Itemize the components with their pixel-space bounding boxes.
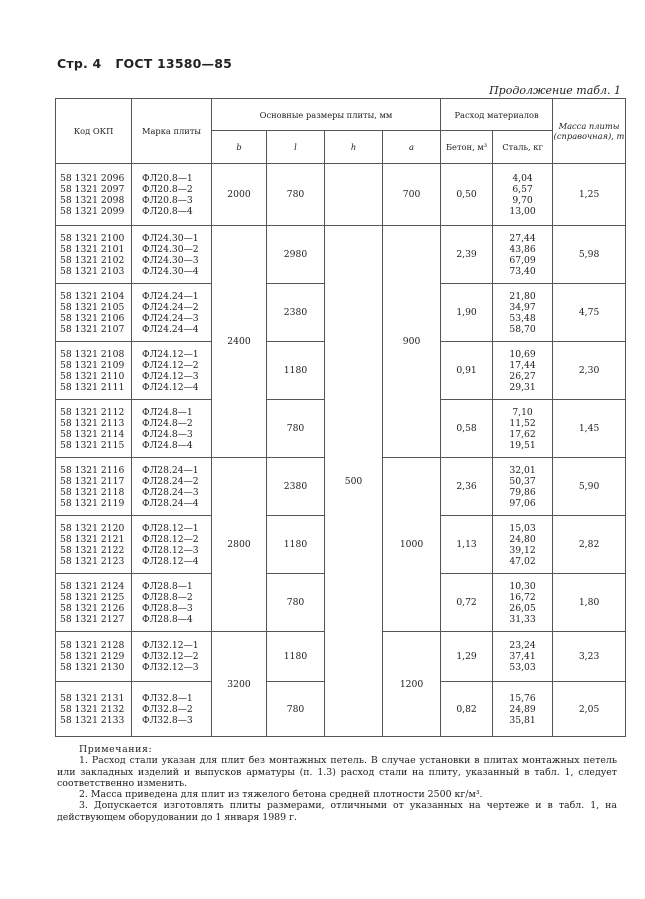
okp-code-cell-line: 58 1321 2123	[60, 555, 125, 567]
a-cell	[383, 226, 441, 458]
steel-cell-line: 15,03	[509, 522, 536, 534]
plate-mark-cell-line: ФЛ24.30—4	[142, 265, 199, 277]
b-cell	[212, 632, 267, 737]
l-cell	[267, 516, 325, 574]
okp-code-cell-line: 58 1321 2098	[60, 194, 125, 206]
note-2: 2. Масса приведена для плит из тяжелого бетона средней плотности 2500 кг/м³.	[79, 789, 483, 801]
okp-code-cell	[56, 400, 132, 458]
okp-code-cell-line: 58 1321 2113	[60, 417, 125, 429]
b-cell-line: 2800	[227, 539, 251, 550]
col-a-header: a	[383, 131, 441, 164]
l-cell	[267, 400, 325, 458]
okp-code-cell-line: 58 1321 2100	[60, 232, 125, 244]
okp-code-cell-line: 58 1321 2108	[60, 348, 125, 360]
okp-code-cell-line: 58 1321 2114	[60, 428, 125, 440]
concrete-cell	[441, 342, 493, 400]
okp-code-cell-line: 58 1321 2103	[60, 265, 125, 277]
col-concrete-header: Бетон, м³	[441, 131, 493, 164]
plate-mark-cell-line: ФЛ28.24—3	[142, 486, 199, 498]
steel-cell-line: 97,06	[509, 497, 536, 509]
b-cell	[212, 458, 267, 632]
concrete-cell-line: 0,82	[456, 703, 477, 715]
note-1: 1. Расход стали указан для плит без монтажных петель. В случае установки в плитах монтажных петель или закладных изделий и выпусков арматуры (п. 1.3) расход стали на плиту, указанный в табл. 1, следует соответственно изменить.	[57, 755, 617, 789]
steel-cell-line: 11,52	[509, 417, 536, 429]
okp-code-cell-line: 58 1321 2132	[60, 703, 125, 715]
l-cell	[267, 682, 325, 737]
plate-mark-cell-line: ФЛ28.8—2	[142, 591, 193, 603]
mass-cell	[553, 226, 626, 284]
table-row	[56, 226, 626, 284]
plates-table	[55, 98, 626, 737]
okp-code-cell-line: 58 1321 2107	[60, 323, 125, 335]
steel-cell-line: 24,89	[509, 703, 536, 715]
mass-cell-line: 4,75	[578, 307, 600, 318]
plate-mark-cell-line: ФЛ32.8—2	[142, 703, 193, 715]
steel-cell-line: 26,27	[509, 370, 536, 382]
okp-code-cell-line: 58 1321 2121	[60, 533, 125, 545]
steel-cell-line: 39,12	[509, 544, 536, 556]
plate-mark-cell-line: ФЛ28.24—4	[142, 497, 199, 509]
steel-cell	[493, 458, 553, 516]
okp-code-cell	[56, 164, 132, 226]
steel-cell	[493, 574, 553, 632]
b-cell-line: 3200	[227, 678, 251, 690]
concrete-cell-line: 2,36	[456, 481, 477, 492]
steel-cell-line: 79,86	[509, 486, 536, 498]
l-cell-line: 2980	[283, 249, 308, 260]
plate-mark-cell-line: ФЛ24.24—4	[142, 323, 199, 335]
mass-cell	[553, 574, 626, 632]
mass-cell	[553, 400, 626, 458]
l-cell	[267, 226, 325, 284]
plate-mark-cell-line: ФЛ32.12—3	[142, 662, 199, 673]
plate-mark-cell-line: ФЛ28.12—4	[142, 555, 199, 567]
note-3: 3. Допускается изготовлять плиты размерами, отличными от указанных на чертеже и в табл. 1, на действующем оборудовании до 1 января 1989 г.	[57, 800, 617, 823]
plate-mark-cell-line: ФЛ24.8—1	[142, 406, 193, 418]
steel-cell-line: 9,70	[512, 194, 533, 206]
okp-code-cell-line: 58 1321 2127	[60, 613, 125, 625]
concrete-cell	[441, 682, 493, 737]
steel-cell-line: 21,80	[509, 290, 536, 302]
concrete-cell	[441, 226, 493, 284]
okp-code-cell-line: 58 1321 2117	[60, 475, 125, 487]
steel-cell	[493, 342, 553, 400]
steel-cell-line: 34,97	[509, 301, 536, 313]
steel-cell-line: 10,69	[509, 348, 536, 360]
h-cell	[325, 226, 383, 737]
l-cell-line: 780	[286, 189, 305, 200]
a-cell-line: 700	[402, 189, 421, 200]
plate-mark-cell-line: ФЛ28.8—1	[142, 580, 193, 592]
col-h-header: h	[325, 131, 383, 164]
col-materials-header: Расход материалов	[441, 99, 553, 131]
b-cell	[212, 226, 267, 458]
okp-code-cell-line: 58 1321 2124	[60, 580, 125, 592]
col-dims-header: Основные размеры плиты, мм	[212, 99, 441, 131]
okp-code-cell-line: 58 1321 2118	[60, 486, 125, 498]
plate-mark-cell-line: ФЛ24.30—3	[142, 254, 199, 266]
steel-cell-line: 17,62	[509, 428, 536, 440]
concrete-cell-line: 0,91	[456, 365, 477, 376]
table-body	[56, 164, 626, 737]
plate-mark-cell	[132, 574, 212, 632]
mass-cell	[553, 164, 626, 226]
okp-code-cell-line: 58 1321 2126	[60, 602, 125, 614]
a-cell	[383, 164, 441, 226]
concrete-cell-line: 0,58	[456, 423, 477, 434]
okp-code-cell	[56, 458, 132, 516]
concrete-cell	[441, 284, 493, 342]
col-code-header: Код ОКП	[56, 99, 132, 164]
plate-mark-cell-line: ФЛ28.24—2	[142, 475, 199, 487]
l-cell-line: 2380	[283, 307, 308, 318]
steel-cell-line: 10,30	[509, 580, 536, 592]
mass-cell-line: 1,25	[578, 189, 600, 200]
standard-number: ГОСТ 13580—85	[115, 56, 233, 71]
col-mark-header: Марка плиты	[132, 99, 212, 164]
steel-cell-line: 31,33	[509, 613, 536, 625]
okp-code-cell	[56, 682, 132, 737]
plate-mark-cell	[132, 516, 212, 574]
l-cell-line: 780	[286, 703, 305, 715]
okp-code-cell-line: 58 1321 2120	[60, 522, 125, 534]
l-cell	[267, 284, 325, 342]
okp-code-cell	[56, 632, 132, 682]
okp-code-cell-line: 58 1321 2128	[60, 640, 125, 651]
plate-mark-cell-line: ФЛ24.12—2	[142, 359, 199, 371]
steel-cell-line: 35,81	[509, 714, 536, 726]
okp-code-cell-line: 58 1321 2102	[60, 254, 125, 266]
mass-cell-line: 2,82	[578, 539, 600, 550]
okp-code-cell-line: 58 1321 2133	[60, 714, 125, 726]
l-cell-line: 1180	[283, 365, 308, 376]
plate-mark-cell-line: ФЛ28.8—4	[142, 613, 193, 625]
steel-cell-line: 58,70	[509, 323, 536, 335]
okp-code-cell	[56, 516, 132, 574]
steel-cell	[493, 632, 553, 682]
l-cell-line: 1180	[283, 539, 308, 550]
plate-mark-cell-line: ФЛ24.8—2	[142, 417, 193, 429]
a-cell	[383, 458, 441, 632]
steel-cell-line: 67,09	[509, 254, 536, 266]
plate-mark-cell-line: ФЛ24.12—1	[142, 348, 199, 360]
steel-cell-line: 27,44	[509, 232, 536, 244]
okp-code-cell-line: 58 1321 2115	[60, 439, 125, 451]
plate-mark-cell-line: ФЛ28.12—1	[142, 522, 199, 534]
steel-cell-line: 47,02	[509, 555, 536, 567]
plate-mark-cell-line: ФЛ24.8—4	[142, 439, 193, 451]
plate-mark-cell-line: ФЛ32.12—2	[142, 651, 199, 662]
steel-cell	[493, 516, 553, 574]
steel-cell-line: 43,86	[509, 243, 536, 255]
col-steel-header: Сталь, кг	[493, 131, 553, 164]
okp-code-cell-line: 58 1321 2101	[60, 243, 125, 255]
plate-mark-cell-line: ФЛ24.12—3	[142, 370, 199, 382]
steel-cell-line: 73,40	[509, 265, 536, 277]
b-cell-line: 2000	[227, 189, 251, 200]
steel-cell	[493, 682, 553, 737]
mass-cell-line: 2,30	[578, 365, 600, 376]
okp-code-cell-line: 58 1321 2099	[60, 205, 125, 217]
plate-mark-cell-line: ФЛ32.8—1	[142, 692, 193, 704]
mass-cell	[553, 458, 626, 516]
okp-code-cell-line: 58 1321 2109	[60, 359, 125, 371]
table-row	[56, 164, 626, 226]
okp-code-cell-line: 58 1321 2125	[60, 591, 125, 603]
col-l-header: l	[267, 131, 325, 164]
mass-cell	[553, 284, 626, 342]
okp-code-cell-line: 58 1321 2119	[60, 497, 125, 509]
b-cell-line: 2400	[227, 336, 251, 347]
steel-cell-line: 6,57	[512, 183, 533, 195]
steel-cell-line: 29,31	[509, 381, 536, 393]
h-cell	[325, 164, 383, 226]
steel-cell-line: 32,01	[509, 464, 536, 476]
steel-cell-line: 16,72	[509, 591, 536, 603]
okp-code-cell-line: 58 1321 2129	[60, 651, 125, 662]
a-cell-line: 1000	[399, 539, 424, 550]
table-continuation-label: Продолжение табл. 1	[489, 84, 621, 97]
concrete-cell-line: 1,90	[456, 307, 477, 318]
plate-mark-cell	[132, 284, 212, 342]
l-cell	[267, 632, 325, 682]
concrete-cell	[441, 632, 493, 682]
concrete-cell	[441, 400, 493, 458]
plate-mark-cell-line: ФЛ20.8—2	[142, 183, 193, 195]
l-cell	[267, 458, 325, 516]
plate-mark-cell	[132, 632, 212, 682]
col-b-header: b	[212, 131, 267, 164]
okp-code-cell-line: 58 1321 2131	[60, 692, 125, 704]
plate-mark-cell	[132, 682, 212, 737]
steel-cell-line: 26,05	[509, 602, 536, 614]
plate-mark-cell-line: ФЛ24.24—2	[142, 301, 199, 313]
l-cell	[267, 342, 325, 400]
steel-cell-line: 24,80	[509, 533, 536, 545]
concrete-cell	[441, 574, 493, 632]
steel-cell	[493, 164, 553, 226]
concrete-cell-line: 0,50	[456, 189, 477, 200]
mass-cell	[553, 632, 626, 682]
plate-mark-cell-line: ФЛ24.12—4	[142, 381, 199, 393]
steel-cell-line: 13,00	[509, 205, 536, 217]
okp-code-cell-line: 58 1321 2097	[60, 183, 125, 195]
plate-mark-cell	[132, 458, 212, 516]
okp-code-cell	[56, 284, 132, 342]
okp-code-cell	[56, 342, 132, 400]
okp-code-cell-line: 58 1321 2111	[60, 381, 125, 393]
plate-mark-cell	[132, 400, 212, 458]
concrete-cell	[441, 458, 493, 516]
a-cell-line: 1200	[399, 678, 424, 690]
plate-mark-cell	[132, 342, 212, 400]
concrete-cell-line: 0,72	[456, 597, 477, 608]
steel-cell	[493, 400, 553, 458]
steel-cell-line: 17,44	[509, 359, 536, 371]
mass-cell-line: 1,80	[578, 597, 600, 608]
plate-mark-cell	[132, 164, 212, 226]
page-header	[57, 56, 232, 71]
concrete-cell-line: 1,29	[456, 651, 477, 662]
steel-cell-line: 23,24	[509, 640, 536, 651]
plate-mark-cell-line: ФЛ24.24—3	[142, 312, 199, 324]
mass-cell	[553, 342, 626, 400]
steel-cell	[493, 226, 553, 284]
plate-mark-cell-line: ФЛ24.30—2	[142, 243, 199, 255]
b-cell	[212, 164, 267, 226]
concrete-cell-line: 2,39	[456, 249, 477, 260]
l-cell	[267, 164, 325, 226]
steel-cell-line: 50,37	[509, 475, 536, 487]
a-cell-line: 900	[402, 336, 421, 347]
plate-mark-cell-line: ФЛ24.8—3	[142, 428, 193, 440]
steel-cell-line: 7,10	[512, 406, 533, 418]
plate-mark-cell-line: ФЛ28.12—3	[142, 544, 199, 556]
plate-mark-cell-line: ФЛ28.12—2	[142, 533, 199, 545]
concrete-cell-line: 1,13	[456, 539, 477, 550]
l-cell	[267, 574, 325, 632]
mass-cell	[553, 682, 626, 737]
plate-mark-cell-line: ФЛ20.8—1	[142, 172, 193, 184]
concrete-cell	[441, 164, 493, 226]
mass-cell-line: 5,90	[578, 481, 600, 492]
steel-cell-line: 37,41	[509, 651, 536, 662]
okp-code-cell-line: 58 1321 2116	[60, 464, 125, 476]
plate-mark-cell-line: ФЛ32.12—1	[142, 640, 199, 651]
steel-cell-line: 15,76	[509, 692, 536, 704]
plate-mark-cell-line: ФЛ28.24—1	[142, 464, 199, 476]
mass-cell-line: 1,45	[578, 423, 600, 434]
okp-code-cell-line: 58 1321 2130	[60, 662, 125, 673]
l-cell-line: 780	[286, 423, 305, 434]
okp-code-cell-line: 58 1321 2110	[60, 370, 125, 382]
okp-code-cell-line: 58 1321 2104	[60, 290, 125, 302]
mass-cell-line: 3,23	[578, 651, 600, 662]
okp-code-cell-line: 58 1321 2122	[60, 544, 125, 556]
a-cell	[383, 632, 441, 737]
mass-cell-line: 5,98	[578, 249, 600, 260]
col-mass-header: Масса плиты (справочная), т	[553, 99, 626, 164]
l-cell-line: 2380	[283, 481, 308, 492]
concrete-cell	[441, 516, 493, 574]
mass-cell-line: 2,05	[578, 703, 600, 715]
l-cell-line: 1180	[283, 651, 308, 662]
page-number: Стр. 4	[57, 56, 102, 71]
steel-cell-line: 53,03	[509, 662, 536, 673]
steel-cell	[493, 284, 553, 342]
okp-code-cell-line: 58 1321 2096	[60, 172, 125, 184]
okp-code-cell	[56, 574, 132, 632]
okp-code-cell-line: 58 1321 2105	[60, 301, 125, 313]
plate-mark-cell-line: ФЛ20.8—4	[142, 205, 193, 217]
steel-cell-line: 53,48	[509, 312, 536, 324]
h-cell-line: 500	[344, 475, 363, 487]
notes-block	[57, 744, 617, 823]
plate-mark-cell	[132, 226, 212, 284]
plate-mark-cell-line: ФЛ24.24—1	[142, 290, 199, 302]
okp-code-cell-line: 58 1321 2106	[60, 312, 125, 324]
mass-cell	[553, 516, 626, 574]
plate-mark-cell-line: ФЛ24.30—1	[142, 232, 199, 244]
okp-code-cell	[56, 226, 132, 284]
l-cell-line: 780	[286, 597, 305, 608]
notes-title: Примечания:	[79, 744, 153, 755]
steel-cell-line: 19,51	[509, 439, 536, 451]
plate-mark-cell-line: ФЛ20.8—3	[142, 194, 193, 206]
plate-mark-cell-line: ФЛ32.8—3	[142, 714, 193, 726]
plate-mark-cell-line: ФЛ28.8—3	[142, 602, 193, 614]
steel-cell-line: 4,04	[512, 172, 533, 184]
okp-code-cell-line: 58 1321 2112	[60, 406, 125, 418]
